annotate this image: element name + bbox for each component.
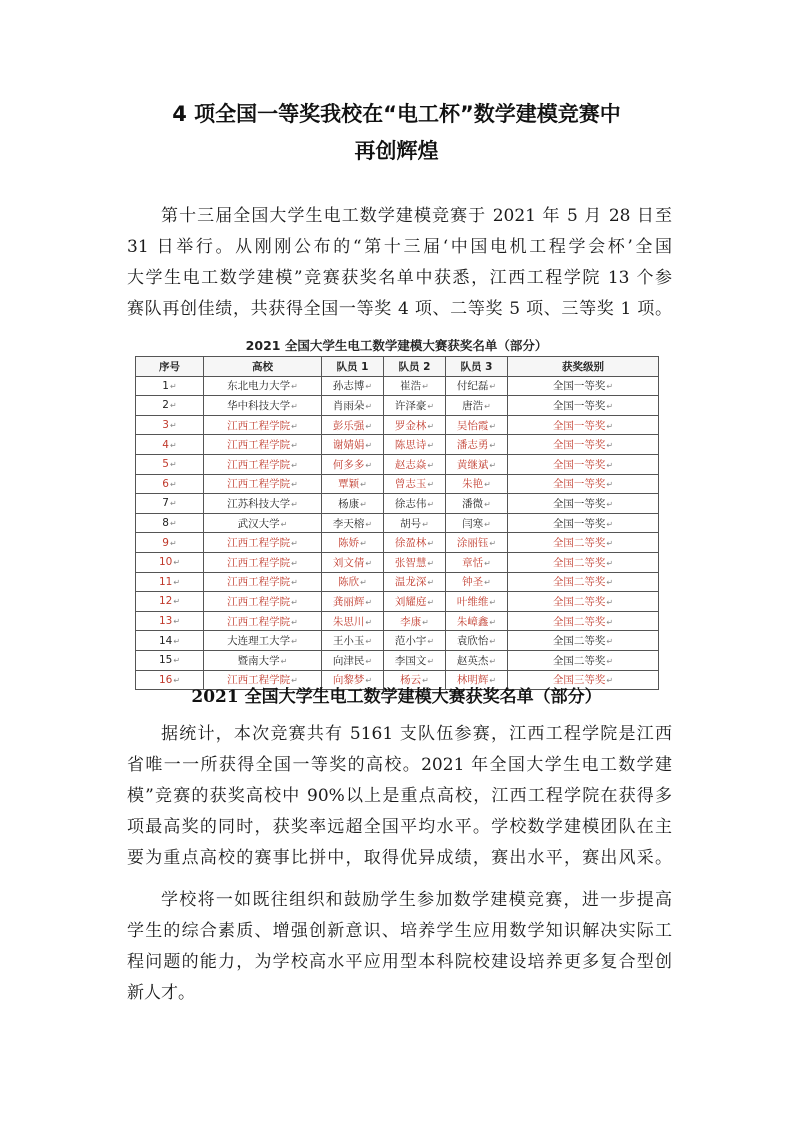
closing-line-1: 学校将一如既往组织和鼓励学生参加数学建模竞赛，进一步提高 [161,890,672,910]
cell-no: 5 ↵ [136,454,204,474]
cell-school: 东北电力大学 ↵ [204,376,322,396]
cell-member-2: 张智慧 ↵ [384,552,446,572]
cell-member-2: 李国文 ↵ [384,650,446,670]
header-award-level: 获奖级别 [508,357,659,377]
award-table-row [136,396,659,416]
cell-award-level: 全国二等奖 ↵ [508,611,659,631]
article-title-line-2: 再创辉煌 [354,139,439,163]
cell-school: 大连理工大学 ↵ [204,631,322,651]
cell-no: 2 ↵ [136,396,204,416]
cell-school: 华中科技大学 ↵ [204,396,322,416]
cell-member-3: 朱嶂鑫 ↵ [446,611,508,631]
cell-school: 江苏科技大学 ↵ [204,494,322,514]
cell-no: 11 ↵ [136,572,204,592]
cell-no: 6 ↵ [136,474,204,494]
award-table [135,356,659,690]
cell-member-1: 向津民 ↵ [322,650,384,670]
closing-line-4: 新人才。 [127,983,195,1003]
cell-school: 江西工程学院 ↵ [204,533,322,553]
closing-paragraph [127,885,672,1009]
cell-school: 江西工程学院 ↵ [204,572,322,592]
cell-award-level: 全国三等奖 ↵ [508,670,659,690]
cell-member-1: 陈娇 ↵ [322,533,384,553]
cell-no: 10 ↵ [136,552,204,572]
cell-award-level: 全国一等奖 ↵ [508,474,659,494]
award-table-header-row [136,357,659,377]
cell-member-1: 肖雨朵 ↵ [322,396,384,416]
cell-no: 7 ↵ [136,494,204,514]
cell-member-1: 谢婧娟 ↵ [322,435,384,455]
award-table-row [136,533,659,553]
award-table-row [136,513,659,533]
cell-award-level: 全国二等奖 ↵ [508,533,659,553]
award-table-body [136,376,659,690]
cell-member-2: 曾志玉 ↵ [384,474,446,494]
header-school: 高校 [204,357,322,377]
award-table-row [136,552,659,572]
cell-member-3: 袁欣怡 ↵ [446,631,508,651]
cell-member-1: 王小玉 ↵ [322,631,384,651]
award-table-row [136,435,659,455]
cell-member-1: 李天榕 ↵ [322,513,384,533]
award-table-row [136,415,659,435]
cell-member-1: 杨康 ↵ [322,494,384,514]
award-table-row [136,611,659,631]
cell-no: 4 ↵ [136,435,204,455]
intro-paragraph [127,201,672,325]
table-caption: 2021 全国大学生电工数学建模大赛获奖名单（部分） [191,687,602,707]
stats-line-3: 模”竞赛的获奖高校中 90%以上是重点高校，江西工程学院在获得多 [127,786,672,806]
cell-no: 9 ↵ [136,533,204,553]
cell-member-1: 孙志博 ↵ [322,376,384,396]
stats-line-5: 要为重点高校的赛事比拼中，取得优异成绩，赛出水平，赛出风采。 [127,848,672,868]
cell-member-3: 吴怡霞 ↵ [446,415,508,435]
cell-member-2: 刘耀庭 ↵ [384,592,446,612]
award-table-row [136,592,659,612]
cell-member-2: 许泽豪 ↵ [384,396,446,416]
cell-school: 江西工程学院 ↵ [204,552,322,572]
cell-school: 江西工程学院 ↵ [204,611,322,631]
cell-member-2: 温龙深 ↵ [384,572,446,592]
stats-line-4: 项最高奖的同时，获奖率远超全国平均水平。学校数学建模团队在主 [127,817,672,837]
intro-line-3: 大学生电工数学建模”竞赛获奖名单中获悉，江西工程学院 13 个参 [127,268,672,288]
award-table-row [136,454,659,474]
cell-no: 14 ↵ [136,631,204,651]
award-table-row [136,376,659,396]
header-no: 序号 [136,357,204,377]
cell-member-2: 陈思诗 ↵ [384,435,446,455]
award-table-title: 2021 全国大学生电工数学建模大赛获奖名单（部分） [245,338,548,353]
cell-member-1: 刘文倩 ↵ [322,552,384,572]
statistics-paragraph [127,719,672,874]
cell-member-1: 陈欣 ↵ [322,572,384,592]
cell-member-3: 黄继斌 ↵ [446,454,508,474]
cell-award-level: 全国一等奖 ↵ [508,494,659,514]
cell-member-2: 徐志伟 ↵ [384,494,446,514]
cell-award-level: 全国二等奖 ↵ [508,552,659,572]
cell-member-3: 付纪磊 ↵ [446,376,508,396]
article-title-line-1: 4 项全国一等奖我校在“电工杯”数学建模竞赛中 [172,102,621,126]
cell-award-level: 全国二等奖 ↵ [508,572,659,592]
award-table-image [133,336,660,687]
cell-member-3: 赵英杰 ↵ [446,650,508,670]
cell-member-3: 林明辉 ↵ [446,670,508,690]
cell-member-3: 潘微 ↵ [446,494,508,514]
header-member-3: 队员 3 [446,357,508,377]
cell-member-2: 罗金林 ↵ [384,415,446,435]
cell-member-3: 钟圣 ↵ [446,572,508,592]
intro-line-2: 31 日举行。从刚刚公布的“第十三届‘中国电机工程学会杯’全国 [127,237,672,257]
cell-no: 16 ↵ [136,670,204,690]
closing-line-2: 学生的综合素质、增强创新意识、培养学生应用数学知识解决实际工 [127,921,672,941]
cell-school: 江西工程学院 ↵ [204,435,322,455]
cell-member-2: 胡号 ↵ [384,513,446,533]
cell-school: 江西工程学院 ↵ [204,592,322,612]
cell-school: 暨南大学 ↵ [204,650,322,670]
cell-no: 15 ↵ [136,650,204,670]
cell-member-1: 彭乐强 ↵ [322,415,384,435]
cell-member-3: 潘志勇 ↵ [446,435,508,455]
header-member-2: 队员 2 [384,357,446,377]
award-table-row [136,631,659,651]
cell-member-1: 向黎梦 ↵ [322,670,384,690]
cell-award-level: 全国一等奖 ↵ [508,396,659,416]
award-table-row [136,650,659,670]
cell-no: 13 ↵ [136,611,204,631]
award-table-row [136,494,659,514]
cell-school: 江西工程学院 ↵ [204,454,322,474]
cell-school: 江西工程学院 ↵ [204,415,322,435]
cell-member-3: 章恬 ↵ [446,552,508,572]
closing-line-3: 程问题的能力，为学校高水平应用型本科院校建设培养更多复合型创 [127,952,672,972]
cell-member-3: 唐浩 ↵ [446,396,508,416]
cell-school: 江西工程学院 ↵ [204,670,322,690]
cell-award-level: 全国一等奖 ↵ [508,415,659,435]
cell-member-1: 龚丽辉 ↵ [322,592,384,612]
cell-no: 12 ↵ [136,592,204,612]
cell-award-level: 全国二等奖 ↵ [508,650,659,670]
cell-award-level: 全国一等奖 ↵ [508,435,659,455]
cell-award-level: 全国一等奖 ↵ [508,513,659,533]
cell-award-level: 全国二等奖 ↵ [508,592,659,612]
cell-member-2: 赵志焱 ↵ [384,454,446,474]
cell-no: 8 ↵ [136,513,204,533]
cell-school: 武汉大学 ↵ [204,513,322,533]
cell-member-2: 范小宇 ↵ [384,631,446,651]
cell-member-3: 闫寒 ↵ [446,513,508,533]
cell-award-level: 全国一等奖 ↵ [508,454,659,474]
cell-member-1: 朱思川 ↵ [322,611,384,631]
cell-no: 1 ↵ [136,376,204,396]
header-member-1: 队员 1 [322,357,384,377]
cell-member-2: 崔浩 ↵ [384,376,446,396]
cell-member-1: 何多多 ↵ [322,454,384,474]
stats-line-2: 省唯一一所获得全国一等奖的高校。2021 年全国大学生电工数学建 [127,755,672,775]
award-table-row [136,474,659,494]
award-table-row [136,572,659,592]
cell-member-3: 朱艳 ↵ [446,474,508,494]
cell-award-level: 全国二等奖 ↵ [508,631,659,651]
cell-member-3: 涂丽钰 ↵ [446,533,508,553]
intro-line-4: 赛队再创佳绩，共获得全国一等奖 4 项、二等奖 5 项、三等奖 1 项。 [127,299,672,319]
stats-line-1: 据统计，本次竞赛共有 5161 支队伍参赛，江西工程学院是江西 [161,724,672,744]
intro-line-1: 第十三届全国大学生电工数学建模竞赛于 2021 年 5 月 28 日至 [161,206,672,226]
cell-school: 江西工程学院 ↵ [204,474,322,494]
cell-member-2: 徐盈林 ↵ [384,533,446,553]
cell-no: 3 ↵ [136,415,204,435]
cell-member-2: 李康 ↵ [384,611,446,631]
cell-member-2: 杨云 ↵ [384,670,446,690]
cell-member-3: 叶维维 ↵ [446,592,508,612]
cell-member-1: 覃颖 ↵ [322,474,384,494]
cell-award-level: 全国一等奖 ↵ [508,376,659,396]
